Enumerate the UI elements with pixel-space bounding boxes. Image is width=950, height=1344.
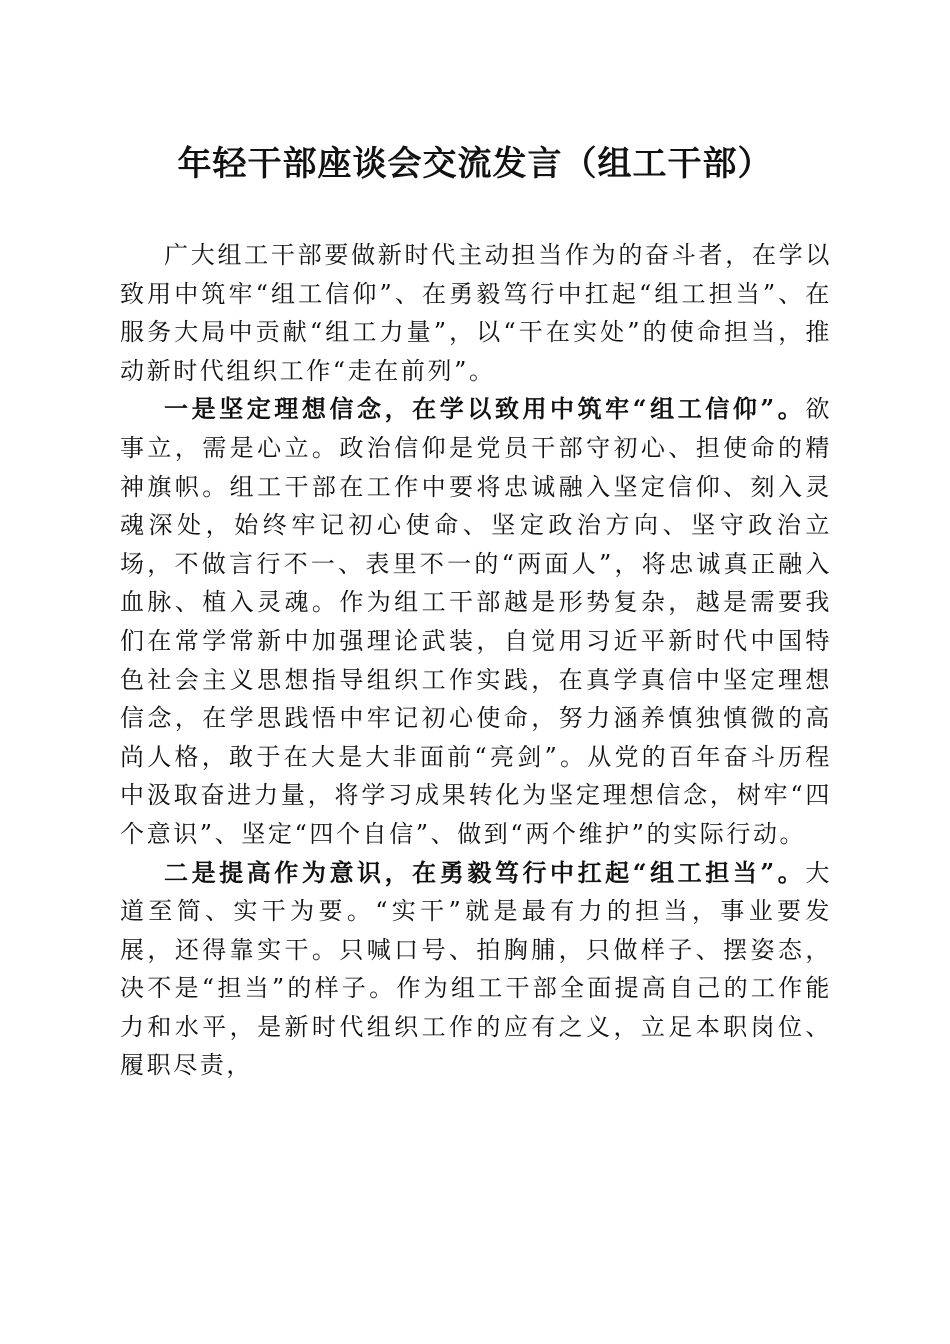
paragraph-text: 广大组工干部要做新时代主动担当作为的奋斗者，在学以致用中筑牢“组工信仰”、在勇毅笃行中扛起“组工担当”、在服务大局中贡献“组工力量”，以“干在实处”的使命担当，推动新时代组织工作“走在前列”。	[120, 241, 832, 385]
paragraph-text: 欲事立，需是心立。政治信仰是党员干部守初心、担使命的精神旗帜。组工干部在工作中要将忠诚融入坚定信仰、刻入灵魂深处，始终牢记初心使命、坚定政治方向、坚守政治立场，不做言行不一、表里不一的“两面人”，将忠诚真正融入血脉、植入灵魂。作为组工干部越是形势复杂，越是需要我们在常学常新中加强理论武装，自觉用习近平新时代中国特色社会主义思想指导组织工作实践，在真学真信中坚定理想信念，在学思践悟中牢记初心使命，努力涵养慎独慎微的高尚人格，敢于在大是大非面前“亮剑”。从党的百年奋斗历程中汲取奋进力量，将学习成果转化为坚定理想信念，树牢“四个意识”、坚定“四个自信”、做到“两个维护”的实际行动。	[120, 395, 832, 848]
paragraph-intro	[120, 236, 832, 390]
section-1-heading: 一是坚定理想信念，在学以致用中筑牢“组工信仰”。	[164, 394, 806, 424]
document-title: 年轻干部座谈会交流发言（组工干部）	[177, 144, 773, 184]
paragraph-section-1	[120, 390, 832, 853]
document-body	[120, 236, 832, 1085]
paragraph-section-2	[120, 854, 832, 1086]
section-2-heading: 二是提高作为意识，在勇毅笃行中扛起“组工担当”。	[164, 857, 806, 887]
paragraph-text: 大道至简、实干为要。“实干”就是最有力的担当，事业要发展，还得靠实干。只喊口号、拍胸脯，只做样子、摆姿态，决不是“担当”的样子。作为组工干部全面提高自己的工作能力和水平，是新时代组织工作的应有之义，立足本职岗位、履职尽责，	[120, 858, 832, 1080]
